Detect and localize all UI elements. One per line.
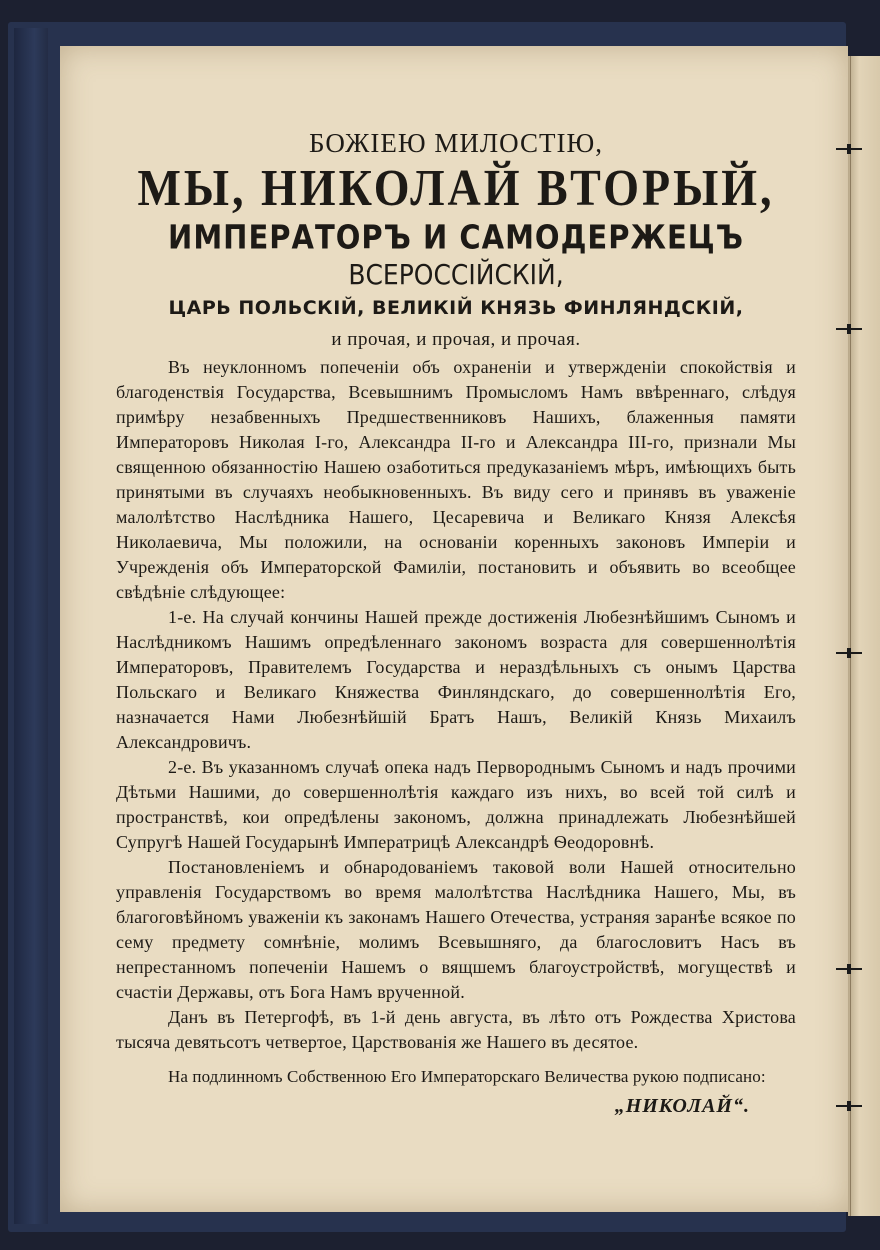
page-gutter	[850, 56, 851, 1216]
et-cetera-line: и прочая, и прочая, и прочая.	[331, 329, 581, 350]
paragraph-article-2: 2-е. Въ указанномъ случаѣ опека надъ Первороднымъ Сыномъ и надъ прочими Дѣтьми Нашими, до совершеннолѣтія каждаго изъ нихъ, во всей той силѣ и пространствѣ, кои опредѣлены закономъ, должна принадлежать Любезнѣйшей Супругѣ Нашей Государынѣ Императрицѣ Александрѣ Ѳеодоровнѣ.	[116, 757, 796, 852]
binding-stitch	[836, 652, 862, 654]
signature: „НИКОЛАЙ“.	[614, 1095, 750, 1117]
title-emperor: ИМПЕРАТОРЪ И САМОДЕРЖЕЦЪ	[168, 217, 744, 257]
manifesto-text	[116, 130, 796, 1118]
title-all-russian: ВСЕРОССІЙСКІЙ,	[348, 258, 564, 291]
binding-stitch	[836, 968, 862, 970]
binding-stitch	[836, 328, 862, 330]
paragraph-preamble: Въ неуклонномъ попеченіи объ охраненіи и утвержденіи спокойствія и благоденствія Государства, Всевышнимъ Промысломъ Намъ ввѣреннаго, слѣдуя примѣру незабвенныхъ Предшественниковъ Нашихъ, блаженныя памяти Императоровъ Николая I-го, Александра II-го и Александра III-го, признали Мы священною обязанностію Нашею озаботиться предуказаніемъ мѣръ, имѣющихъ быть принятыми въ случаяхъ необыкновенныхъ. Въ виду сего и принявъ въ уваженіе малолѣтство Наслѣдника Нашего, Цесаревича и Великаго Князя Алексѣя Николаевича, Мы положили, на основаніи коренныхъ законовъ Имперіи и Учрежденія объ Императорской Фамиліи, постановить и объявить во всеобщее свѣдѣніе слѣдующее:	[116, 357, 796, 602]
invocation: БОЖІЕЮ МИЛОСТІЮ,	[309, 128, 603, 158]
manifesto-body	[116, 355, 796, 1055]
book-spine	[14, 28, 48, 1224]
paragraph-closing: Постановленіемъ и обнародованіемъ таковой воли Нашей относительно управленія Государствомъ во время малолѣтства Наслѣдника Нашего, Мы, въ благоговѣйномъ уваженіи къ законамъ Нашего Отечества, устраняя заранѣе всякое по сему предмету сомнѣніе, молимъ Всевышняго, да благословитъ Насъ въ непрестанномъ попеченіи Нашемъ о вящшемъ благоустройствѣ, могуществѣ и счастіи Державы, отъ Бога Намъ врученной.	[116, 857, 796, 1002]
binding-stitch	[836, 148, 862, 150]
signature-note: На подлинномъ Собственною Его Императорскаго Величества рукою подписано:	[168, 1067, 766, 1086]
title-tsar-of-poland: ЦАРЬ ПОЛЬСКІЙ, ВЕЛИКІЙ КНЯЗЬ ФИНЛЯНДСКІЙ,	[168, 297, 744, 319]
binding-stitch	[836, 1105, 862, 1107]
paragraph-date: Данъ въ Петергофѣ, въ 1-й день августа, въ лѣто отъ Рождества Христова тысяча девятьсотъ четвертое, Царствованія же Нашего въ десятое.	[116, 1007, 796, 1052]
paragraph-article-1: 1-е. На случай кончины Нашей прежде достиженія Любезнѣйшимъ Сыномъ и Наслѣдникомъ Нашимъ опредѣленнаго закономъ возраста для совершеннолѣтія Императоровъ, Правителемъ Государства и нераздѣльныхъ съ онымъ Царства Польскаго и Великаго Княжества Финляндскаго, до совершеннолѣтія Его, назначается Нами Любезнѣйшій Братъ Нашъ, Великій Князь Михаилъ Александровичъ.	[116, 607, 796, 752]
sovereign-name: МЫ, НИКОЛАЙ ВТОРЫЙ,	[137, 158, 775, 216]
adjacent-page-edge	[848, 56, 880, 1216]
